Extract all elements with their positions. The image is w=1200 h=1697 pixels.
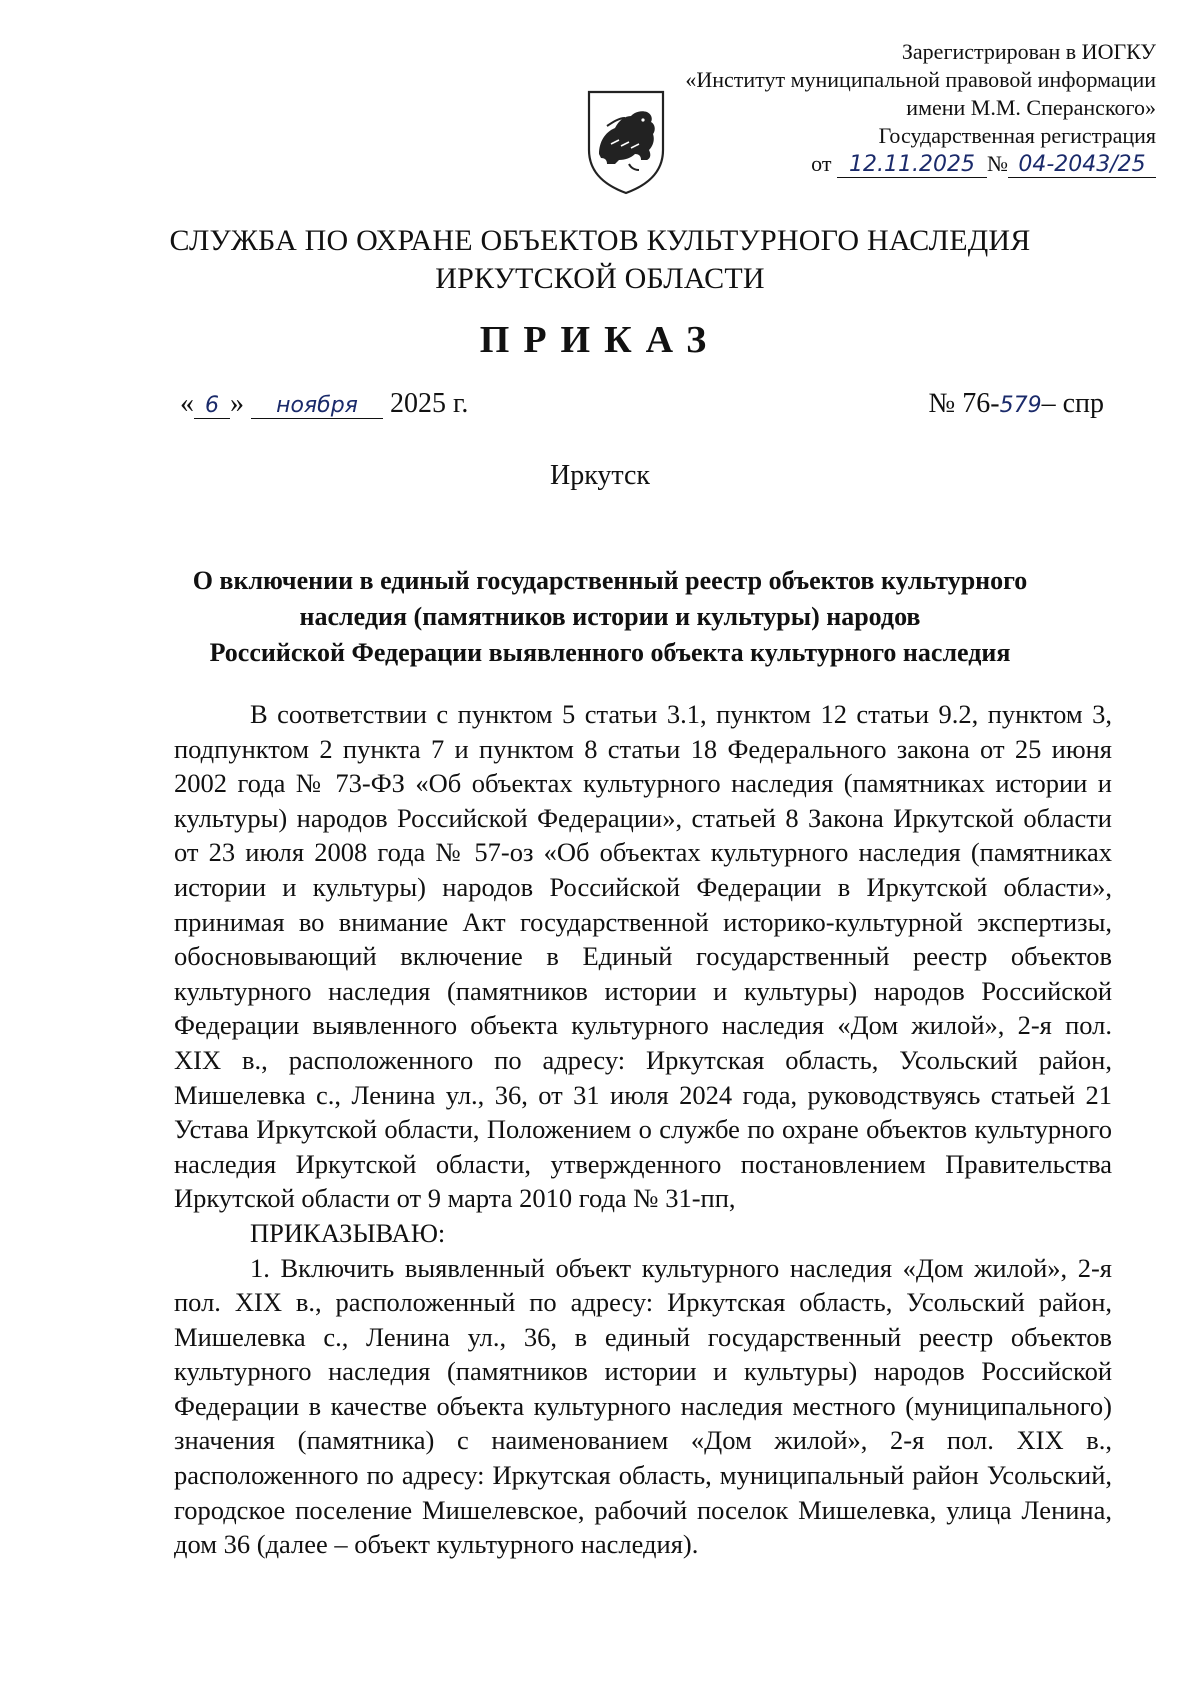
registration-date-value: 12.11.2025 (837, 153, 987, 178)
date-open-quote: « (180, 388, 194, 419)
document-number (929, 388, 1104, 420)
registration-line: «Институт муниципальной правовой информации (685, 67, 1156, 92)
registration-line: имени М.М. Сперанского» (906, 95, 1156, 120)
registration-line: Государственная регистрация (878, 123, 1156, 148)
document-body (174, 697, 1112, 1562)
organization-name (0, 222, 1200, 298)
registration-date-number (636, 150, 1156, 178)
order-word: ПРИКАЗЫВАЮ: (250, 1217, 446, 1248)
date-month: ноября (251, 394, 383, 419)
document-city: Иркутск (549, 460, 651, 491)
date-year: 2025 г. (390, 388, 469, 419)
registration-line: Зарегистрирован в ИОГКУ (901, 39, 1156, 64)
registration-number-prefix: № (987, 151, 1008, 176)
number-suffix: – спр (1041, 388, 1104, 419)
title-line: наследия (памятников истории и культуры) народов (299, 602, 921, 631)
number-handwritten: 579 (999, 393, 1042, 418)
registration-block (636, 38, 1156, 178)
registration-number-value: 04-2043/25 (1008, 153, 1156, 178)
date-day: 6 (194, 394, 230, 419)
organization-line: СЛУЖБА ПО ОХРАНЕ ОБЪЕКТОВ КУЛЬТУРНОГО НАСЛЕДИЯ (169, 224, 1031, 257)
number-prefix: № 76- (928, 388, 1000, 419)
document-date (180, 388, 468, 420)
title-line: Российской Федерации выявленного объекта культурного наследия (209, 638, 1011, 667)
date-close-quote: » (230, 388, 244, 419)
title-line: О включении в единый государственный реестр объектов культурного (192, 566, 1028, 595)
organization-line: ИРКУТСКОЙ ОБЛАСТИ (435, 262, 765, 295)
body-paragraph: 1. Включить выявленный объект культурного наследия «Дом жилой», 2-я пол. XIX в., расположенный по адресу: Иркутская область, Усольский район, Мишелевка с., Ленина ул., 36, в единый государственный реестр объектов культурного наследия (памятников истории и культуры) народов Российской Федерации в качестве объекта культурного наследия местного (муниципального) значения (памятника) с наименованием «Дом жилой», 2-я пол. XIX в., расположенного по адресу: Иркутская область, муниципальный район Усольский, городское поселение Мишелевское, рабочий поселок Мишелевка, улица Ленина, дом 36 (далее – объект культурного наследия). (174, 1252, 1112, 1560)
document-type: ПРИКАЗ (479, 319, 721, 361)
registration-date-prefix: от (811, 151, 832, 176)
body-paragraph: В соответствии с пунктом 5 статьи 3.1, пунктом 12 статьи 9.2, пунктом 3, подпунктом 2 пункта 7 и пунктом 8 статьи 18 Федерального закона от 25 июня 2002 года № 73-ФЗ «Об объектах культурного наследия (памятниках истории и культуры) народов Российской Федерации», статьей 8 Закона Иркутской области от 23 июля 2008 года № 57-оз «Об объектах культурного наследия (памятниках истории и культуры) народов Российской Федерации в Иркутской области», принимая во внимание Акт государственной историко-культурной экспертизы, обосновывающий включение в Единый государственный реестр объектов культурного наследия (памятников истории и культуры) народов Российской Федерации выявленного объекта культурного наследия «Дом жилой», 2-я пол. XIX в., расположенного по адресу: Иркутская область, Усольский район, Мишелевка с., Ленина ул., 36, от 31 июля 2024 года, руководствуясь статьей 21 Устава Иркутской области, Положением о службе по охране объектов культурного наследия Иркутской области, утвержденного постановлением Правительства Иркутской области от 9 марта 2010 года № 31-пп, (174, 699, 1112, 1214)
document-title (150, 563, 1070, 671)
